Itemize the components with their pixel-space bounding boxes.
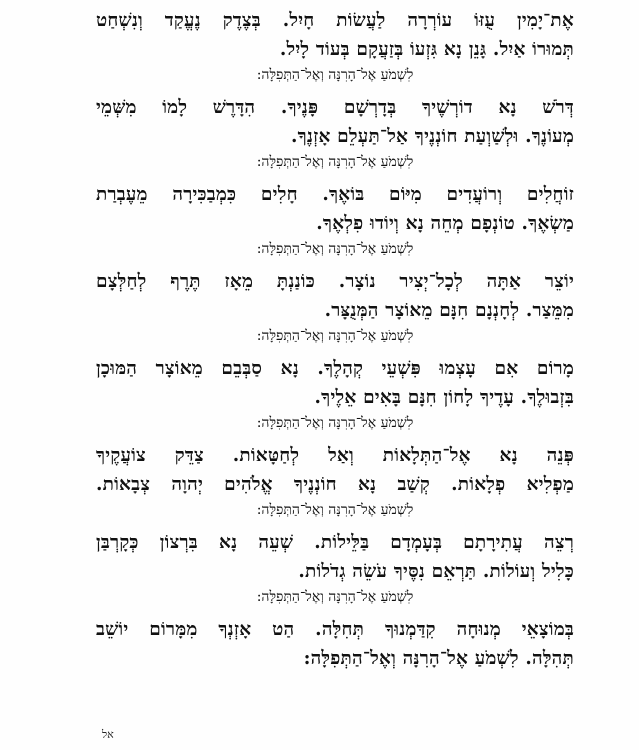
verse-line: מִמֵּצַר. לְחָנְנָם חִנָּם מֵאוֹצָר הַמְּנֻצָּר. (324, 300, 574, 321)
verse-line: כָּלִיל וְעוֹלוֹת. תַּרְאֵם נִסֶּיךָ עֹשֵׂה גְדֹלוֹת. (298, 561, 574, 582)
verse-line: אֶת־יָמִין עֻזּוֹ עוֹרְרָה לַעֲשׂוֹת חָיִל. בְּצֶדֶק נֶעֱקַד וְנִשְׁחַט (96, 10, 574, 31)
verse-line: מְעוֹנֶךָ. וּלְשַׁוְעַת חוֹנְנֶיךָ אַל־תַּעְלֵם אָזְנֶךָ. (290, 126, 574, 147)
stanza-1 (96, 6, 574, 86)
stanza-5 (96, 354, 574, 434)
piyut-text (96, 6, 574, 673)
refrain-line: לִשְׁמֹעַ אֶל־הָרִנָּה וְאֶל־הַתְּפִלָּה: (256, 502, 414, 518)
stanza-8 (96, 615, 574, 673)
verse-line: יוֹצֵר אַתָּה לְכָל־יְצִיר נוֹצָר. כּוֹנַנְתָּ מֵאָז תֶּרֶף לְחַלְּצָם (96, 271, 574, 292)
stanza-7 (96, 528, 574, 608)
stanza-2 (96, 93, 574, 173)
stanza-6 (96, 441, 574, 521)
verse-line: בִּזְבוּלֶךָ. עָדֶיךָ לָחוֹן חִנָּם בָּאִים אֵלֶיךָ. (314, 387, 574, 408)
verse-line: תְּמוּרוֹ אַיִל. גָּנֵן נָא גִּזְעוֹ בְּזַעֲקָם בְּעוֹד לָיִל. (279, 39, 574, 60)
refrain-line: לִשְׁמֹעַ אֶל־הָרִנָּה וְאֶל־הַתְּפִלָּה: (256, 154, 414, 170)
verse-line: בְּמוֹצָאֵי מְנוּחָה קִדַּמְנוּךָ תְּחִלָּה. הַט אָזְנְךָ מִמָּרוֹם יוֹשֵׁב (96, 619, 574, 640)
verse-line: מָרוֹם אִם עָצְמוּ פִּשְׁעֵי קְהָלֶךָ. נָא סַבְּבֵם מֵאוֹצָר הַמּוּכָן (96, 358, 574, 379)
verse-line: מַשְׂאֶךָ. טוֹנְפָם מְחֵה נָא וְיוֹדוּ פִלְאֶךָ. (316, 213, 574, 234)
refrain-line: לִשְׁמֹעַ אֶל־הָרִנָּה וְאֶל־הַתְּפִלָּה: (256, 241, 414, 257)
refrain-line: לִשְׁמֹעַ אֶל־הָרִנָּה וְאֶל־הַתְּפִלָּה: (256, 67, 414, 83)
stanza-4 (96, 267, 574, 347)
verse-line: דְּרֹשׁ נָא דוֹרְשֶׁיךָ בְּדָרְשָׁם פָּנֶיךָ. הִדָּרֶשׁ לָמוֹ מִשְּׁמֵי (96, 97, 574, 118)
verse-line: פְּנֵה נָא אֶל־הַתְּלָאוֹת וְאַל לְחַטָּאוֹת. צַדֵּק צוֹעֲקֶיךָ (96, 445, 574, 466)
verse-line: תְּהִלָּה. לִשְׁמֹעַ אֶל־הָרִנָּה וְאֶל־הַתְּפִלָּה: (303, 648, 574, 669)
verse-line: מַפְלִיא פְלָאוֹת. קְשַׁב נָא חוֹנְנֶיךָ אֱלֹהִים יְהוָה צְבָאוֹת. (96, 474, 574, 495)
stanza-3 (96, 180, 574, 260)
refrain-line: לִשְׁמֹעַ אֶל־הָרִנָּה וְאֶל־הַתְּפִלָּה: (256, 415, 414, 431)
refrain-line: לִשְׁמֹעַ אֶל־הָרִנָּה וְאֶל־הַתְּפִלָּה: (256, 589, 414, 605)
refrain-line: לִשְׁמֹעַ אֶל־הָרִנָּה וְאֶל־הַתְּפִלָּה: (256, 328, 414, 344)
verse-line: זוֹחֲלִים וְרוֹעֲדִים מִיּוֹם בּוֹאֶךָ. חָלִים כִּמְבַכִּירָה מֵעֶבְרַת (96, 184, 574, 205)
page-catchword: אל (102, 728, 114, 741)
verse-line: רְצֵה עֲתִירָתָם בְּעָמְדָם בַּלֵּילוֹת. שְׁעֵה נָא בִּרְצוֹן כְּקָרְבַּן (96, 532, 574, 553)
